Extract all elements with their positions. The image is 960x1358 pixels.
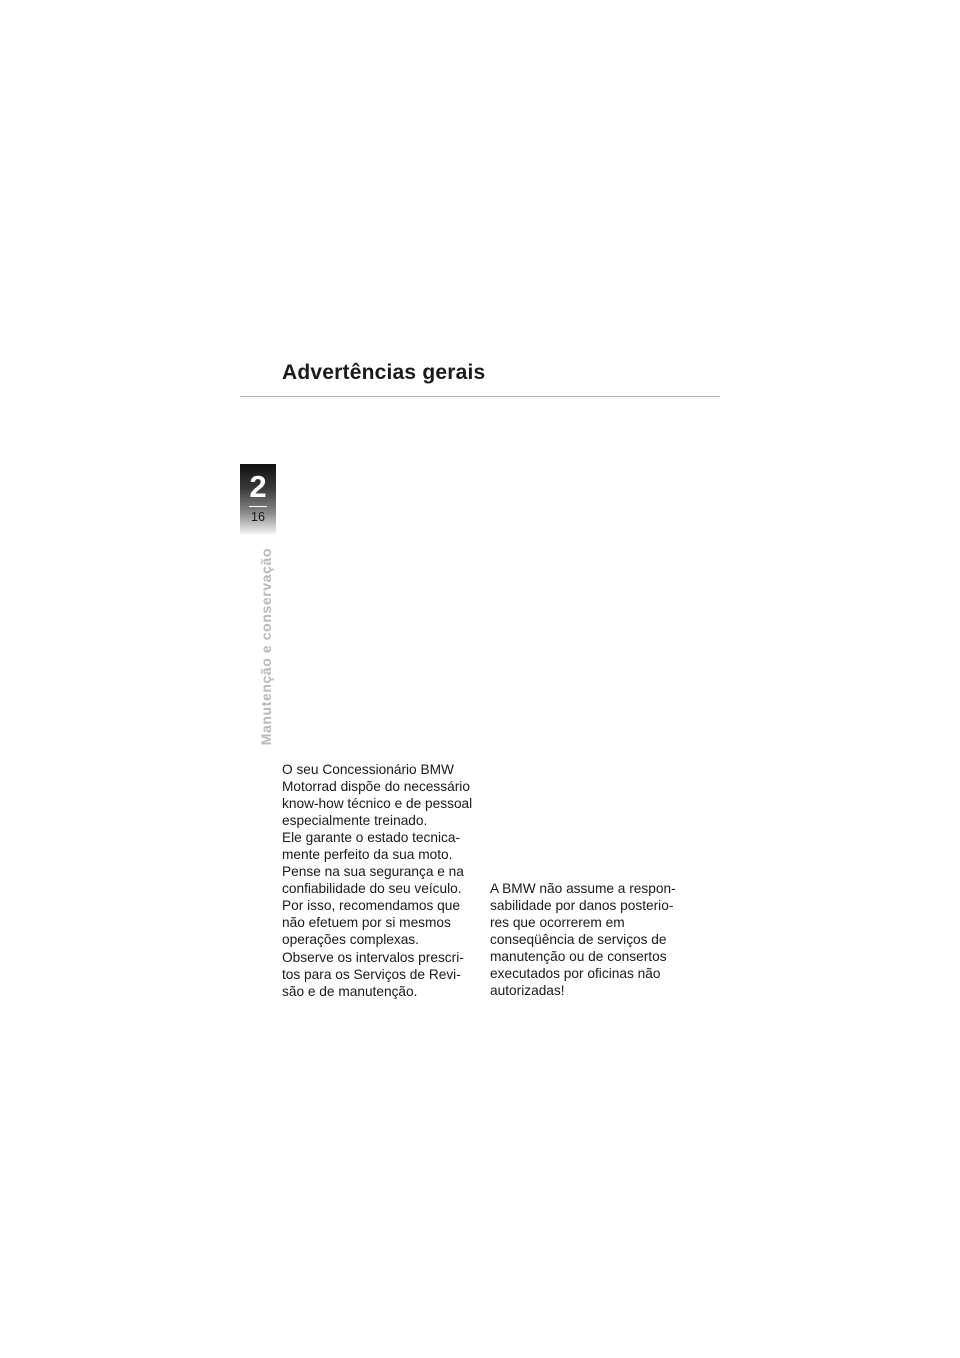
- chapter-divider: [249, 506, 267, 507]
- text-line: são e de manutenção.: [282, 983, 418, 999]
- text-line: know-how técnico e de pessoal: [282, 796, 473, 812]
- text-line: manutenção ou de consertos: [490, 949, 667, 965]
- chapter-side-caption: Manutenção e conservação: [258, 548, 274, 746]
- text-line: sabilidade por danos posterio-: [490, 898, 674, 914]
- text-line: executados por oficinas não: [490, 966, 661, 982]
- chapter-tab: [240, 464, 276, 534]
- text-line: O seu Concessionário BMW: [282, 762, 454, 777]
- body-text-right-column: [490, 880, 690, 999]
- text-line: conseqüência de serviços de: [490, 932, 667, 948]
- page-number: 16: [251, 510, 265, 524]
- text-line: mente perfeito da sua moto.: [282, 847, 453, 863]
- text-line: tos para os Serviços de Revi-: [282, 966, 461, 982]
- title-rule: [240, 396, 720, 397]
- text-line: Observe os intervalos prescri-: [282, 949, 464, 965]
- text-line: Motorrad dispõe do necessário: [282, 779, 470, 795]
- text-line: Por isso, recomendamos que: [282, 898, 461, 914]
- text-line: especialmente treinado.: [282, 813, 428, 829]
- text-line: não efetuem por si mesmos: [282, 915, 451, 931]
- text-line: A BMW não assume a respon-: [490, 881, 676, 896]
- text-line: operações complexas.: [282, 932, 419, 948]
- text-line: confiabilidade do seu veículo.: [282, 881, 462, 897]
- text-line: Pense na sua segurança e na: [282, 864, 464, 880]
- text-line: autorizadas!: [490, 983, 565, 999]
- chapter-number: 2: [249, 469, 267, 504]
- text-line: res que ocorrerem em: [490, 915, 625, 931]
- page-title: Advertências gerais: [282, 361, 486, 384]
- text-line: Ele garante o estado tecnica-: [282, 830, 461, 846]
- body-text-left-column: [282, 761, 482, 1000]
